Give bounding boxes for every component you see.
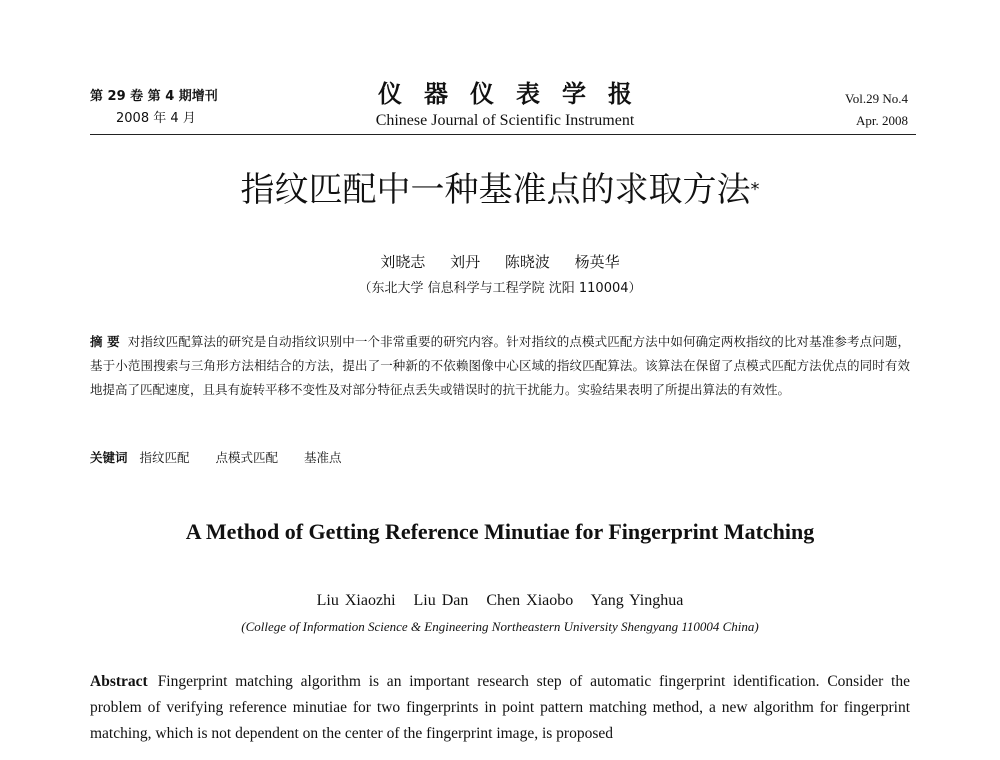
journal-name — [340, 78, 670, 132]
paper-title-cn-text: 指纹匹配中一种基准点的求取方法 — [240, 170, 751, 210]
keyword-item: 基准点 — [304, 450, 342, 465]
authors-cn: 刘晓志 刘丹 陈晓波 杨英华 — [380, 253, 620, 271]
keyword-item: 指纹匹配 — [139, 450, 190, 465]
authors-en: Liu Xiaozhi Liu Dan Chen Xiaobo Yang Yinghua — [316, 592, 684, 609]
paper-title-cn — [150, 168, 850, 212]
issue-date-cn: 2008 年 4 月 — [116, 111, 196, 126]
abstract-cn-text: 对指纹匹配算法的研究是自动指纹识别中一个非常重要的研究内容。针对指纹的点模式匹配方法中如何确定两枚指纹的比对基准参考点问题，基于小范围搜索与三角形方法相结合的方法，提出了一种新的不依赖图像中心区域的指纹匹配算法。该算法在保留了点模式匹配方法优点的同时有效地提高了匹配速度，且具有旋转平移不变性及对部分特征点丢失或错误时的抗干扰能力。实验结果表明了所提出算法的有效性。 — [90, 334, 910, 397]
journal-name-en: Chinese Journal of Scientific Instrument — [375, 112, 635, 129]
abstract-cn-label: 摘 要 — [90, 334, 120, 349]
journal-header — [90, 78, 916, 134]
abstract-en-label: Abstract — [90, 673, 148, 690]
keyword-item: 点模式匹配 — [215, 450, 279, 465]
paper-title-en: A Method of Getting Reference Minutiae for Fingerprint Matching — [185, 519, 815, 544]
title-footnote-mark: * — [750, 179, 760, 200]
abstract-en-text: Fingerprint matching algorithm is an important research step of automatic fingerprint identification. Consider the problem of verifying reference minutiae for two fingerprints in point pattern matching method, a new algorithm for fingerprint matching, which is not dependent on the center of the fingerprint image, is proposed — [90, 673, 910, 742]
keywords-cn-label: 关键词 — [90, 450, 128, 465]
abstract-cn — [90, 330, 910, 402]
journal-name-cn: 仪器仪表学报 — [378, 79, 654, 108]
volume-info-en — [845, 88, 908, 132]
volume-number-en: Vol.29 No.4 — [845, 91, 908, 106]
issue-date-en: Apr. 2008 — [856, 113, 908, 128]
volume-issue: 第 29 卷 第 4 期增刊 — [90, 89, 218, 104]
affiliation-en: (College of Information Science & Engineering Northeastern University Shengyang 110004 China) — [241, 619, 759, 634]
affiliation-cn: （东北大学 信息科学与工程学院 沈阳 110004） — [358, 281, 642, 296]
volume-issue-info — [90, 86, 260, 130]
keywords-cn — [90, 448, 910, 468]
header-divider — [90, 134, 916, 135]
abstract-en — [90, 669, 910, 747]
